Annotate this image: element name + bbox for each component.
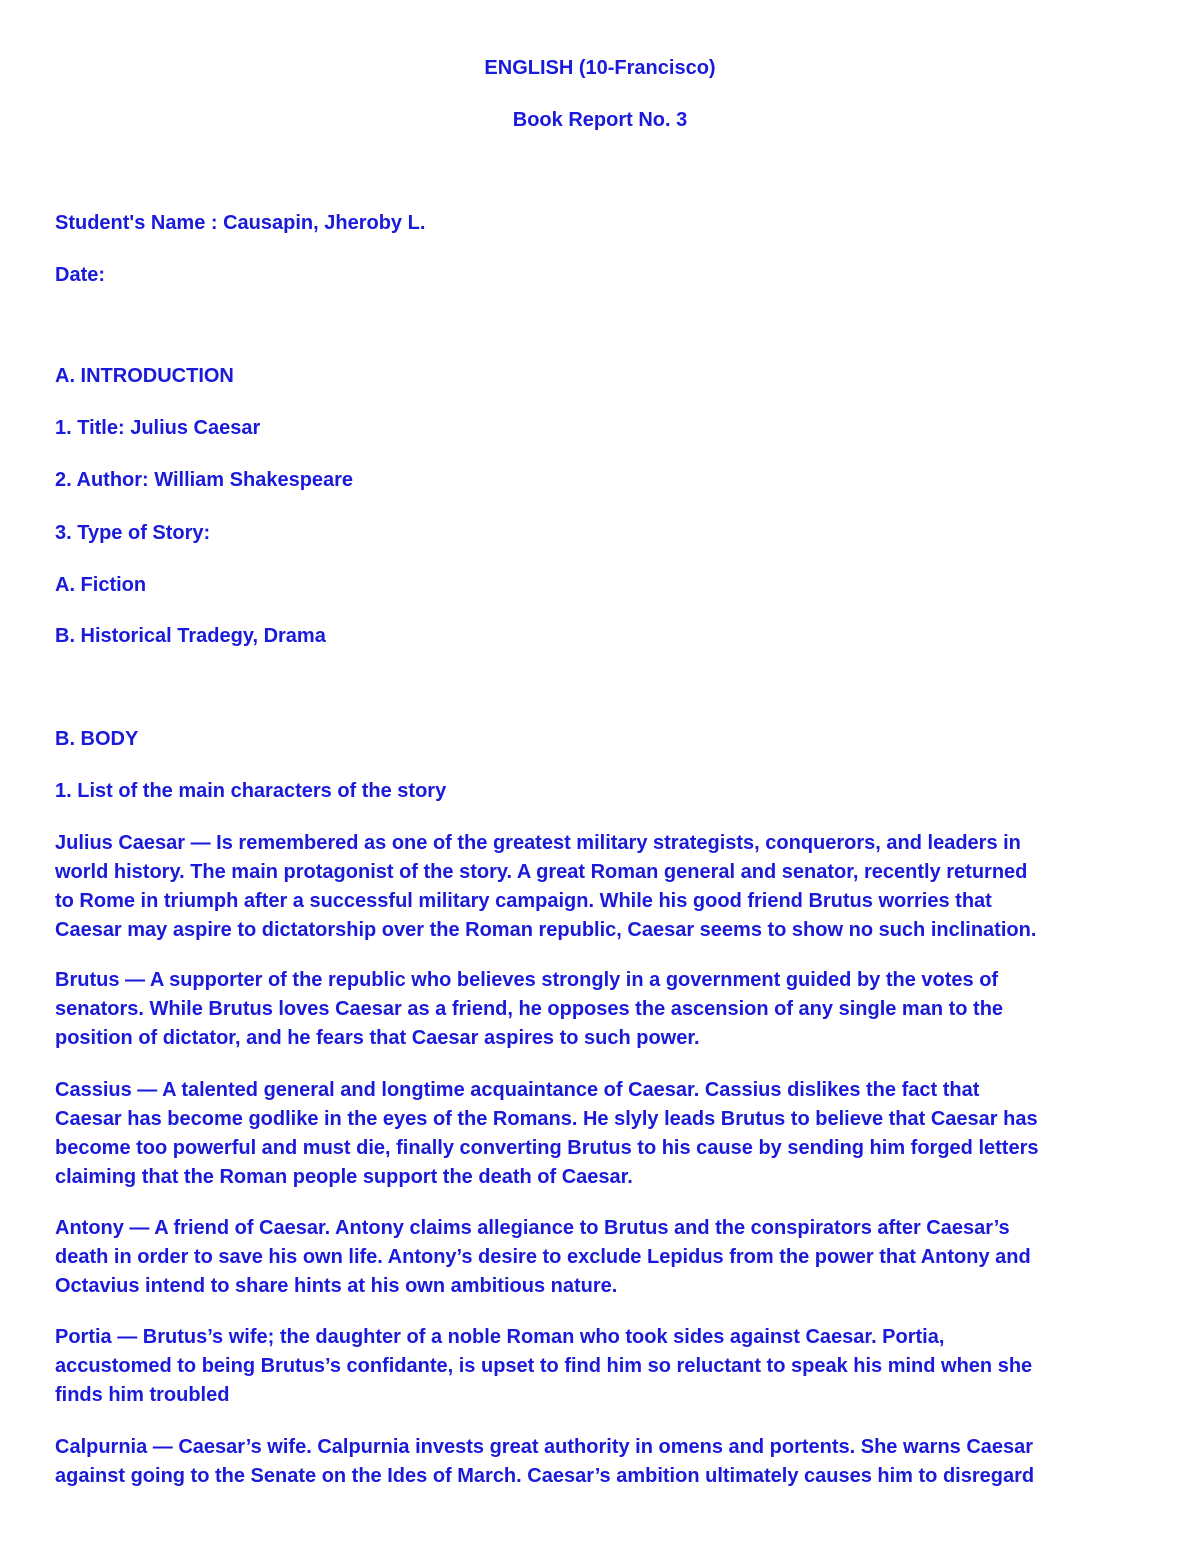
paragraph-line: against going to the Senate on the Ides of March. Caesar’s ambition ultimately causes him to disregard — [55, 1465, 1035, 1487]
character-paragraph-portia — [55, 1323, 1145, 1410]
paragraph-line: death in order to save his own life. Antony’s desire to exclude Lepidus from the power that Antony and — [55, 1246, 1031, 1268]
paragraph-line: Caesar has become godlike in the eyes of the Romans. He slyly leads Brutus to believe that Caesar has — [55, 1108, 1038, 1130]
story-type-line: 3. Type of Story: — [55, 522, 211, 544]
paragraph-line: Brutus — A supporter of the republic who believes strongly in a government guided by the votes of — [55, 969, 999, 991]
paragraph-line: position of dictator, and he fears that Caesar aspires to such power. — [55, 1027, 700, 1049]
paragraph-line: Caesar may aspire to dictatorship over the Roman republic, Caesar seems to show no such inclination. — [55, 919, 1037, 941]
paragraph-line: Calpurnia — Caesar’s wife. Calpurnia invests great authority in omens and portents. She warns Caesar — [55, 1436, 1034, 1458]
title-line: 1. Title: Julius Caesar — [55, 417, 261, 439]
paragraph-line: Octavius intend to share hints at his own ambitious nature. — [55, 1275, 618, 1297]
paragraph-line: Portia — Brutus’s wife; the daughter of a noble Roman who took sides against Caesar. Portia, — [55, 1326, 945, 1348]
paragraph-line: finds him troubled — [55, 1384, 230, 1406]
story-type-a: A. Fiction — [55, 574, 147, 596]
paragraph-line: senators. While Brutus loves Caesar as a friend, he opposes the ascension of any single man to the — [55, 998, 1004, 1020]
paragraph-line: Cassius — A talented general and longtime acquaintance of Caesar. Cassius dislikes the fact that — [55, 1079, 980, 1101]
paragraph-line: accustomed to being Brutus’s confidante, is upset to find him so reluctant to speak his mind when she — [55, 1355, 1033, 1377]
character-paragraph-calpurnia — [55, 1433, 1145, 1491]
character-paragraph-cassius — [55, 1076, 1145, 1192]
paragraph-line: to Rome in triumph after a successful military campaign. While his good friend Brutus worries that — [55, 890, 992, 912]
character-paragraph-antony — [55, 1214, 1145, 1301]
paragraph-line: world history. The main protagonist of the story. A great Roman general and senator, recently returned — [55, 861, 1028, 883]
paragraph-line: Julius Caesar — Is remembered as one of the greatest military strategists, conquerors, and leaders in — [55, 832, 1021, 854]
course-heading: ENGLISH (10-Francisco) — [484, 57, 716, 79]
student-name: Student's Name : Causapin, Jheroby L. — [55, 212, 426, 234]
story-type-b: B. Historical Tradegy, Drama — [55, 625, 326, 647]
paragraph-line: claiming that the Roman people support the death of Caesar. — [55, 1166, 633, 1188]
author-line: 2. Author: William Shakespeare — [55, 469, 354, 491]
introduction-heading: A. INTRODUCTION — [55, 365, 234, 387]
characters-list-heading: 1. List of the main characters of the story — [55, 780, 447, 802]
paragraph-line: Antony — A friend of Caesar. Antony claims allegiance to Brutus and the conspirators after Caesar’s — [55, 1217, 1010, 1239]
character-paragraph-caesar — [55, 829, 1145, 945]
character-paragraph-brutus — [55, 966, 1145, 1053]
paragraph-line: become too powerful and must die, finally converting Brutus to his cause by sending him forged letters — [55, 1137, 1039, 1159]
report-heading: Book Report No. 3 — [512, 109, 688, 131]
date-field: Date: — [55, 264, 106, 286]
body-heading: B. BODY — [55, 728, 139, 750]
